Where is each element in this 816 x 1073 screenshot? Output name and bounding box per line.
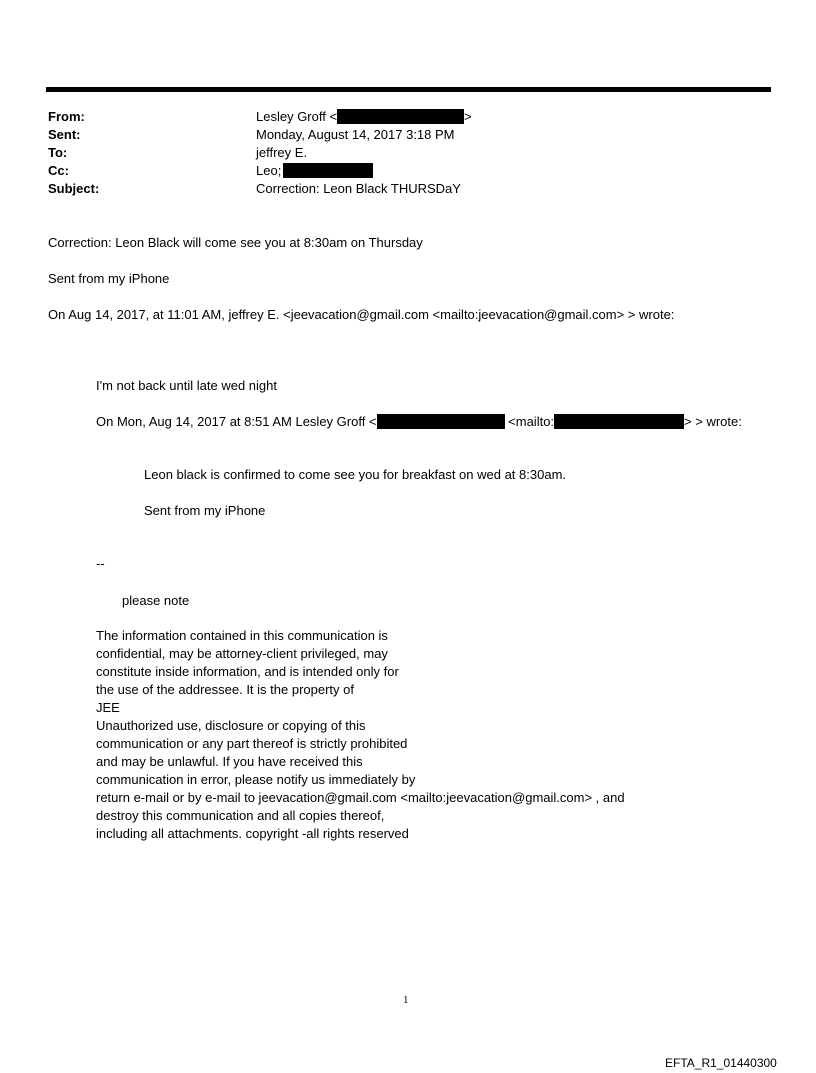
redaction-block	[337, 109, 464, 124]
nested-attribution-prefix: On Mon, Aug 14, 2017 at 8:51 AM Lesley Groff <	[96, 414, 377, 429]
disclaimer-line: JEE	[96, 700, 120, 715]
disclaimer-line: communication in error, please notify us immediately by	[96, 772, 416, 787]
disclaimer-line: communication or any part thereof is strictly prohibited	[96, 736, 408, 751]
body-signature: Sent from my iPhone	[48, 271, 170, 286]
body-correction-line: Correction: Leon Black will come see you at 8:30am on Thursday	[48, 235, 423, 250]
disclaimer-line: constitute inside information, and is intended only for	[96, 664, 399, 679]
confidentiality-disclaimer	[96, 627, 625, 843]
nested-attribution-mailto: <mailto:	[508, 414, 555, 429]
subject-label: Subject:	[48, 181, 100, 196]
header-rule	[46, 87, 771, 92]
nested-message: Leon black is confirmed to come see you for breakfast on wed at 8:30am.	[144, 467, 567, 482]
disclaimer-line: Unauthorized use, disclosure or copying of this	[96, 718, 366, 733]
cc-label: Cc:	[48, 163, 69, 178]
disclaimer-line: including all attachments. copyright -all rights reserved	[96, 826, 409, 841]
quoted-reply: I'm not back until late wed night	[96, 378, 277, 393]
disclaimer-line: destroy this communication and all copies thereof,	[96, 808, 385, 823]
from-name: Lesley Groff <	[256, 109, 338, 124]
sent-value: Monday, August 14, 2017 3:18 PM	[256, 127, 455, 142]
cc-value	[256, 162, 373, 180]
page-number: 1	[403, 994, 409, 1006]
quote-attribution: On Aug 14, 2017, at 11:01 AM, jeffrey E. <jeevacation@gmail.com <mailto:jeevacation@gmail.com> > wrote:	[48, 307, 675, 322]
redaction-block	[283, 163, 373, 178]
from-bracket: >	[464, 109, 472, 124]
nested-attribution	[96, 413, 742, 431]
nested-signature: Sent from my iPhone	[144, 503, 266, 518]
to-value: jeffrey E.	[256, 145, 308, 160]
document-id: EFTA_R1_01440300	[665, 1056, 777, 1070]
disclaimer-line: confidential, may be attorney-client privileged, may	[96, 646, 388, 661]
disclaimer-line: return e-mail or by e-mail to jeevacation@gmail.com <mailto:jeevacation@gmail.com> , and	[96, 790, 625, 805]
disclaimer-line: and may be unlawful. If you have received this	[96, 754, 363, 769]
please-note: please note	[122, 593, 190, 608]
cc-name: Leo;	[256, 163, 282, 178]
disclaimer-line: the use of the addressee. It is the property of	[96, 682, 354, 697]
subject-value: Correction: Leon Black THURSDaY	[256, 181, 461, 196]
from-value	[256, 108, 472, 126]
redaction-block	[377, 414, 505, 429]
from-label: From:	[48, 109, 85, 124]
nested-attribution-suffix: > > wrote:	[684, 414, 742, 429]
redaction-block	[554, 414, 684, 429]
disclaimer-line: The information contained in this communication is	[96, 628, 388, 643]
sent-label: Sent:	[48, 127, 81, 142]
to-label: To:	[48, 145, 68, 160]
signature-separator: --	[96, 556, 105, 571]
